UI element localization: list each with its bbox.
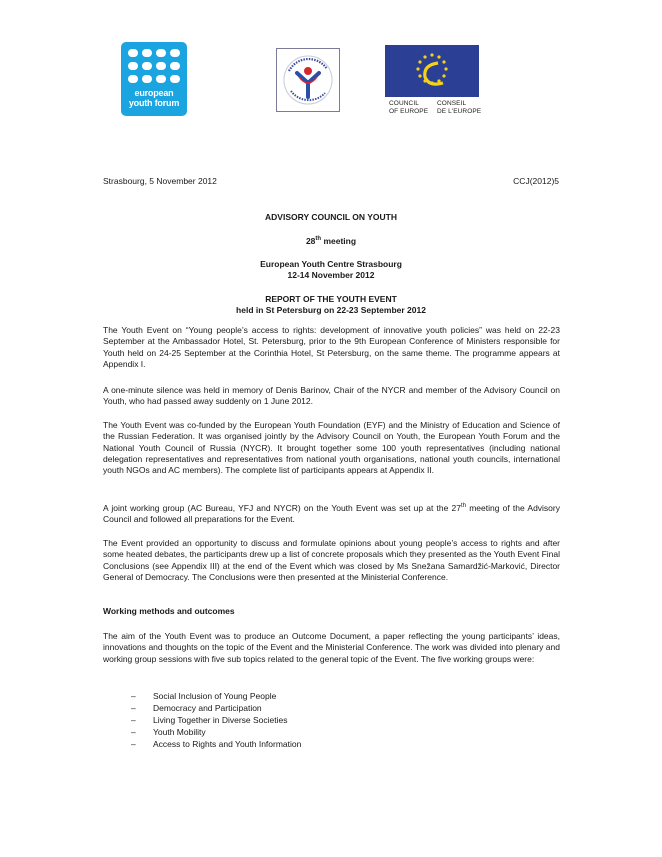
- venue-title: European Youth Centre Strasbourg: [260, 259, 402, 269]
- list-item: [131, 714, 301, 726]
- section-heading: Working methods and outcomes: [103, 606, 235, 616]
- coe-label-en: [389, 100, 435, 116]
- list-item: [131, 690, 301, 702]
- list-dash: –: [131, 739, 136, 750]
- coe-label-en-line-2: OF EUROPE: [389, 108, 429, 115]
- meeting-ordinal-suffix: th: [315, 236, 322, 243]
- list-item: [131, 726, 301, 738]
- coe-label-fr-line-2: DE L'EUROPE: [437, 108, 482, 115]
- paragraph-event-outcome: The Event provided an opportunity to discuss and formulate opinions about young people’s access to rights and after some heated debates, the participants drew up a list of concrete proposals which they presented as the Youth Event Final Conclusions (see Appendix III) at the end of the Event which was closed by Ms Snežana Samardžić-Marković, Director General of Democracy. The Conclusions were then presented at the Ministerial Conference.: [103, 538, 560, 582]
- council-title: ADVISORY COUNCIL ON YOUTH: [265, 212, 397, 222]
- paragraph-working-group-ordinal: th: [461, 503, 467, 510]
- list-dash: –: [131, 691, 136, 701]
- list-item-text: Youth Mobility: [153, 727, 206, 738]
- paragraph-intro: The Youth Event on “Young people’s access to rights: development of innovative youth policies” was held on 22-23 September at the Ambassador Hotel, St. Petersburg, prior to the 9th European Conference of Ministers responsible for Youth held on 24-25 September at the Corinthia Hotel, St Petersburg, on the same theme. The programme appears at Appendix I.: [103, 325, 560, 369]
- meeting-word: meeting: [321, 236, 357, 246]
- meeting-number: 28: [305, 236, 316, 246]
- list-item-text: Access to Rights and Youth Information: [153, 739, 302, 750]
- nycr-emblem-icon: [277, 49, 339, 111]
- council-of-europe-logo: [383, 45, 481, 120]
- coe-label-fr-line-1: CONSEIL: [437, 100, 467, 107]
- paragraph-memorial: A one-minute silence was held in memory of Denis Barinov, Chair of the NYCR and member of the Advisory Council on Youth, who had passed away suddenly on 1 June 2012.: [103, 385, 560, 407]
- report-subtitle: held in St Petersburg on 22-23 September 2012: [236, 305, 426, 315]
- list-dash: –: [131, 727, 136, 738]
- coe-label-en-line-1: COUNCIL: [389, 100, 419, 107]
- european-youth-forum-logo: [121, 42, 187, 116]
- paragraph-aim: The aim of the Youth Event was to produce an Outcome Document, a paper reflecting the young participants’ ideas, innovations and thoughts on the topic of the Event and the Ministerial Conference. The work was divided into plenary and working group sessions with five sub topics related to the general topic of the Event. The five working groups were:: [103, 631, 560, 664]
- paragraph-working-group-text-2: meeting of the Advisory Council and followed all preparations for the Event.: [103, 503, 560, 525]
- list-item-text: Democracy and Participation: [153, 703, 262, 714]
- meeting-title: [0, 236, 662, 246]
- working-groups-list: [131, 690, 301, 750]
- speech-bubbles-icon: [128, 49, 182, 85]
- report-title: REPORT OF THE YOUTH EVENT: [265, 294, 397, 304]
- eyf-logo-line-1: european: [134, 88, 174, 98]
- coe-flag-icon: [385, 45, 479, 97]
- nycr-logo: [276, 48, 340, 112]
- list-item: [131, 702, 301, 714]
- coe-label-fr: [437, 100, 483, 116]
- meeting-dates: 12-14 November 2012: [287, 270, 375, 280]
- paragraph-funding: The Youth Event was co-funded by the European Youth Foundation (EYF) and the Ministry of Education and Science of the Russian Federation. It was organised jointly by the Advisory Council on Youth, the European Youth Forum and the National Youth Council of Russia (NYCR). It brought together some 100 youth representatives (including national delegation representatives and representatives from national youth organisations, national youth councils, international youth NGOs and AC members). The complete list of participants appears at Appendix II.: [103, 420, 560, 476]
- list-dash: –: [131, 703, 136, 714]
- document-dateline: Strasbourg, 5 November 2012: [103, 176, 217, 186]
- list-item-text: Social Inclusion of Young People: [153, 691, 277, 701]
- eyf-logo-text: [124, 88, 184, 108]
- document-reference: CCJ(2012)5: [513, 176, 559, 186]
- paragraph-working-group: [103, 503, 560, 526]
- list-item-text: Living Together in Diverse Societies: [153, 715, 288, 726]
- eyf-logo-line-2: youth forum: [128, 98, 180, 108]
- list-dash: –: [131, 715, 136, 726]
- paragraph-working-group-text-1: A joint working group (AC Bureau, YFJ and NYCR) on the Youth Event was set up at the 27: [103, 503, 461, 513]
- list-item: [131, 738, 301, 750]
